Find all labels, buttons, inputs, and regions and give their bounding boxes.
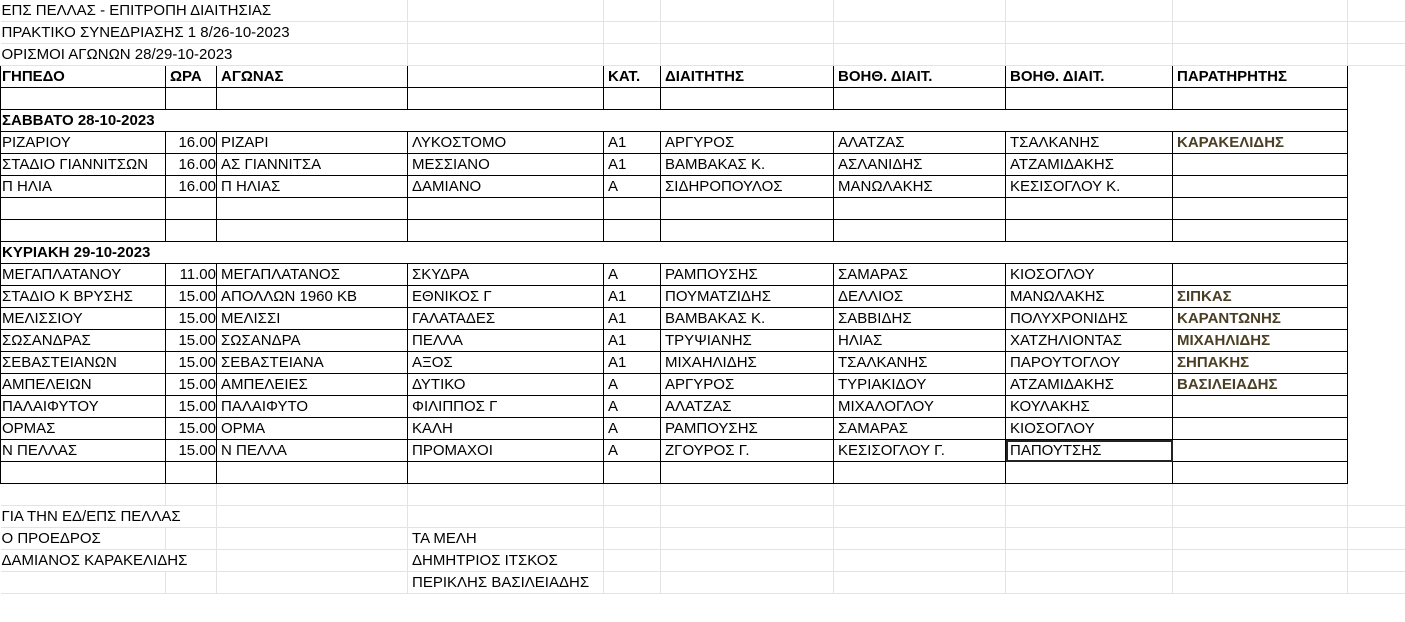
category-cell[interactable]: Α1 xyxy=(604,132,661,154)
match-row xyxy=(1,440,1405,462)
org-title[interactable]: ΕΠΣ ΠΕΛΛΑΣ - ΕΠΙΤΡΟΠΗ ΔΙΑΙΤΗΣΙΑΣ xyxy=(1,0,408,22)
home-team-cell[interactable]: ΜΕΛΙΣΣΙ xyxy=(217,308,408,330)
match-row xyxy=(1,374,1405,396)
time-cell[interactable]: 11.00 xyxy=(166,264,217,286)
away-team-cell[interactable]: ΠΡΟΜΑΧΟΙ xyxy=(408,440,604,462)
referee-cell[interactable]: ΡΑΜΠΟΥΣΗΣ xyxy=(661,418,834,440)
observer-cell[interactable] xyxy=(1173,264,1348,286)
referee-cell[interactable]: ΣΙΔΗΡΟΠΟΥΛΟΣ xyxy=(661,176,834,198)
category-cell[interactable]: Α1 xyxy=(604,308,661,330)
home-team-cell[interactable]: ΡΙΖΑΡΙ xyxy=(217,132,408,154)
assistant-2-cell[interactable]: ΑΤΖΑΜΙΔΑΚΗΣ xyxy=(1006,154,1173,176)
referee-cell[interactable]: ΒΑΜΒΑΚΑΣ Κ. xyxy=(661,308,834,330)
header-category[interactable]: ΚΑΤ. xyxy=(604,66,661,88)
category-cell[interactable]: Α1 xyxy=(604,330,661,352)
match-row xyxy=(1,418,1405,440)
match-row xyxy=(1,308,1405,330)
sunday-label[interactable]: ΚΥΡΙΑΚΗ 29-10-2023 xyxy=(1,242,1348,264)
observer-cell[interactable] xyxy=(1173,418,1348,440)
home-team-cell[interactable]: ΠΑΛΑΙΦΥΤΟ xyxy=(217,396,408,418)
time-cell[interactable]: 15.00 xyxy=(166,396,217,418)
time-cell[interactable]: 15.00 xyxy=(166,330,217,352)
assistant-1-cell[interactable]: ΑΣΛΑΝΙΔΗΣ xyxy=(834,154,1006,176)
venue-cell[interactable]: ΣΩΣΑΝΔΡΑΣ xyxy=(1,330,166,352)
assistant-2-cell[interactable]: ΚΙΟΣΟΓΛΟΥ xyxy=(1006,264,1173,286)
observer-cell[interactable] xyxy=(1173,396,1348,418)
header-match[interactable]: ΑΓΩΝΑΣ xyxy=(217,66,408,88)
saturday-label[interactable]: ΣΑΒΒΑΤΟ 28-10-2023 xyxy=(1,110,1348,132)
venue-cell[interactable]: ΟΡΜΑΣ xyxy=(1,418,166,440)
observer-cell[interactable] xyxy=(1173,176,1348,198)
category-cell[interactable]: Α1 xyxy=(604,286,661,308)
assistant-2-cell[interactable]: ΑΤΖΑΜΙΔΑΚΗΣ xyxy=(1006,374,1173,396)
away-team-cell[interactable]: ΔΑΜΙΑΝΟ xyxy=(408,176,604,198)
venue-cell[interactable]: Π ΗΛΙΑ xyxy=(1,176,166,198)
venue-cell[interactable]: ΣΤΑΔΙΟ Κ ΒΡΥΣΗΣ xyxy=(1,286,166,308)
referee-cell[interactable]: ΜΙΧΑΗΛΙΔΗΣ xyxy=(661,352,834,374)
match-row xyxy=(1,176,1405,198)
assistant-1-cell[interactable]: ΣΑΜΑΡΑΣ xyxy=(834,418,1006,440)
assistant-1-cell[interactable]: ΜΑΝΩΛΑΚΗΣ xyxy=(834,176,1006,198)
referee-cell[interactable]: ΑΡΓΥΡΟΣ xyxy=(661,132,834,154)
referee-cell[interactable]: ΑΡΓΥΡΟΣ xyxy=(661,374,834,396)
category-cell[interactable]: Α xyxy=(604,374,661,396)
time-cell[interactable]: 16.00 xyxy=(166,176,217,198)
observer-cell[interactable] xyxy=(1173,440,1348,462)
header-referee[interactable]: ΔΙΑΙΤΗΤΗΣ xyxy=(661,66,834,88)
selected-cell[interactable]: ΠΑΠΟΥΤΣΗΣ xyxy=(1006,440,1173,462)
home-team-cell[interactable]: ΣΩΣΑΝΔΡΑ xyxy=(217,330,408,352)
away-team-cell[interactable]: ΓΑΛΑΤΑΔΕΣ xyxy=(408,308,604,330)
footer-for-label[interactable]: ΓΙΑ ΤΗΝ ΕΔ/ΕΠΣ ΠΕΛΛΑΣ xyxy=(1,506,217,528)
time-cell[interactable]: 15.00 xyxy=(166,352,217,374)
referee-cell[interactable]: ΡΑΜΠΟΥΣΗΣ xyxy=(661,264,834,286)
assistant-2-cell[interactable]: ΚΕΣΙΣΟΓΛΟΥ Κ. xyxy=(1006,176,1173,198)
member-2-name[interactable]: ΠΕΡΙΚΛΗΣ ΒΑΣΙΛΕΙΑΔΗΣ xyxy=(408,572,604,594)
observer-cell[interactable]: ΚΑΡΑΚΕΛΙΔΗΣ xyxy=(1173,132,1348,154)
observer-cell[interactable]: ΣΗΠΑΚΗΣ xyxy=(1173,352,1348,374)
time-cell[interactable]: 16.00 xyxy=(166,154,217,176)
match-row xyxy=(1,264,1405,286)
assistant-1-cell[interactable]: ΔΕΛΛΙΟΣ xyxy=(834,286,1006,308)
away-team-cell[interactable]: ΚΑΛΗ xyxy=(408,418,604,440)
time-cell[interactable]: 15.00 xyxy=(166,418,217,440)
saturday-matches xyxy=(1,132,1405,198)
away-team-cell[interactable]: ΜΕΣΣΙΑΝΟ xyxy=(408,154,604,176)
assistant-2-cell[interactable]: ΤΣΑΛΚΑΝΗΣ xyxy=(1006,132,1173,154)
category-cell[interactable]: Α xyxy=(604,418,661,440)
match-row xyxy=(1,132,1405,154)
assistant-2-cell[interactable]: ΠΑΡΟΥΤΟΓΛΟΥ xyxy=(1006,352,1173,374)
header-observer[interactable]: ΠΑΡΑΤΗΡΗΤΗΣ xyxy=(1173,66,1348,88)
header-time[interactable]: ΩΡΑ xyxy=(166,66,217,88)
away-team-cell[interactable]: ΦΙΛΙΠΠΟΣ Γ xyxy=(408,396,604,418)
header-venue[interactable]: ΓΗΠΕΔΟ xyxy=(1,66,166,88)
assistant-1-cell[interactable]: ΑΛΑΤΖΑΣ xyxy=(834,132,1006,154)
assistant-1-cell[interactable]: ΤΣΑΛΚΑΝΗΣ xyxy=(834,352,1006,374)
observer-cell[interactable]: ΣΙΠΚΑΣ xyxy=(1173,286,1348,308)
match-row xyxy=(1,154,1405,176)
observer-cell[interactable]: ΚΑΡΑΝΤΩΝΗΣ xyxy=(1173,308,1348,330)
category-cell[interactable]: Α1 xyxy=(604,352,661,374)
observer-cell[interactable]: ΜΙΧΑΗΛΙΔΗΣ xyxy=(1173,330,1348,352)
saturday-row xyxy=(1,110,1405,132)
column-header-row xyxy=(1,66,1405,88)
member-1-name[interactable]: ΔΗΜΗΤΡΙΟΣ ΙΤΣΚΟΣ xyxy=(408,550,604,572)
venue-cell[interactable]: ΜΕΓΑΠΛΑΤΑΝΟΥ xyxy=(1,264,166,286)
away-team-cell[interactable]: ΔΥΤΙΚΟ xyxy=(408,374,604,396)
referee-cell[interactable]: ΤΡΥΨΙΑΝΗΣ xyxy=(661,330,834,352)
header-opponent[interactable] xyxy=(408,66,604,88)
assistant-2-cell[interactable]: ΜΑΝΩΛΑΚΗΣ xyxy=(1006,286,1173,308)
time-cell[interactable]: 15.00 xyxy=(166,308,217,330)
referee-cell[interactable]: ΑΛΑΤΖΑΣ xyxy=(661,396,834,418)
home-team-cell[interactable]: ΣΕΒΑΣΤΕΙΑΝΑ xyxy=(217,352,408,374)
time-cell[interactable]: 15.00 xyxy=(166,374,217,396)
assistant-1-cell[interactable]: ΣΑΜΑΡΑΣ xyxy=(834,264,1006,286)
category-cell[interactable]: Α xyxy=(604,264,661,286)
minutes-title[interactable]: ΠΡΑΚΤΙΚΟ ΣΥΝΕΔΡΙΑΣΗΣ 1 8/26-10-2023 xyxy=(1,22,408,44)
venue-cell[interactable]: ΣΤΑΔΙΟ ΓΙΑΝΝΙΤΣΩΝ xyxy=(1,154,166,176)
category-cell[interactable]: Α1 xyxy=(604,154,661,176)
assistant-1-cell[interactable]: ΣΑΒΒΙΔΗΣ xyxy=(834,308,1006,330)
time-cell[interactable]: 16.00 xyxy=(166,132,217,154)
assistant-2-cell[interactable]: ΚΟΥΛΑΚΗΣ xyxy=(1006,396,1173,418)
observer-cell[interactable] xyxy=(1173,154,1348,176)
venue-cell[interactable]: ΡΙΖΑΡΙΟΥ xyxy=(1,132,166,154)
sunday-matches xyxy=(1,264,1405,462)
category-cell[interactable]: Α xyxy=(604,396,661,418)
away-team-cell[interactable]: ΛΥΚΟΣΤΟΜΟ xyxy=(408,132,604,154)
venue-cell[interactable]: ΜΕΛΙΣΣΙΟΥ xyxy=(1,308,166,330)
home-team-cell[interactable]: Π ΗΛΙΑΣ xyxy=(217,176,408,198)
venue-cell[interactable]: ΣΕΒΑΣΤΕΙΑΝΩΝ xyxy=(1,352,166,374)
header-assistant-2[interactable]: ΒΟΗΘ. ΔΙΑΙΤ. xyxy=(1006,66,1173,88)
match-row xyxy=(1,396,1405,418)
home-team-cell[interactable]: ΑΣ ΓΙΑΝΝΙΤΣΑ xyxy=(217,154,408,176)
venue-cell[interactable]: ΠΑΛΑΙΦΥΤΟΥ xyxy=(1,396,166,418)
observer-cell[interactable]: ΒΑΣΙΛΕΙΑΔΗΣ xyxy=(1173,374,1348,396)
referee-cell[interactable]: ΒΑΜΒΑΚΑΣ Κ. xyxy=(661,154,834,176)
away-team-cell[interactable]: ΕΘΝΙΚΟΣ Γ xyxy=(408,286,604,308)
home-team-cell[interactable]: Ν ΠΕΛΛΑ xyxy=(217,440,408,462)
venue-cell[interactable]: ΑΜΠΕΛΕΙΩΝ xyxy=(1,374,166,396)
referee-cell[interactable]: ΠΟΥΜΑΤΖΙΔΗΣ xyxy=(661,286,834,308)
away-team-cell[interactable]: ΣΚΥΔΡΑ xyxy=(408,264,604,286)
header-assistant-1[interactable]: ΒΟΗΘ. ΔΙΑΙΤ. xyxy=(834,66,1006,88)
assistant-1-cell[interactable]: ΚΕΣΙΣΟΓΛΟΥ Γ. xyxy=(834,440,1006,462)
match-row xyxy=(1,286,1405,308)
assistant-1-cell[interactable]: ΜΙΧΑΛΟΓΛΟΥ xyxy=(834,396,1006,418)
assignments-title[interactable]: ΟΡΙΣΜΟΙ ΑΓΩΝΩΝ 28/29-10-2023 xyxy=(1,44,408,66)
home-team-cell[interactable]: ΜΕΓΑΠΛΑΤΑΝΟΣ xyxy=(217,264,408,286)
away-team-cell[interactable]: ΑΞΟΣ xyxy=(408,352,604,374)
assistant-1-cell[interactable]: ΗΛΙΑΣ xyxy=(834,330,1006,352)
home-team-cell[interactable]: ΟΡΜΑ xyxy=(217,418,408,440)
president-name[interactable]: ΔΑΜΙΑΝΟΣ ΚΑΡΑΚΕΛΙΔΗΣ xyxy=(1,550,217,572)
home-team-cell[interactable]: ΑΜΠΕΛΕΙΕΣ xyxy=(217,374,408,396)
time-cell[interactable]: 15.00 xyxy=(166,440,217,462)
president-label[interactable]: Ο ΠΡΟΕΔΡΟΣ xyxy=(1,528,166,550)
venue-cell[interactable]: Ν ΠΕΛΛΑΣ xyxy=(1,440,166,462)
time-cell[interactable]: 15.00 xyxy=(166,286,217,308)
assistant-1-cell[interactable]: ΤΥΡΙΑΚΙΔΟΥ xyxy=(834,374,1006,396)
home-team-cell[interactable]: ΑΠΟΛΛΩΝ 1960 ΚΒ xyxy=(217,286,408,308)
assistant-2-cell[interactable]: ΧΑΤΖΗΛΙΟΝΤΑΣ xyxy=(1006,330,1173,352)
members-label[interactable]: ΤΑ ΜΕΛΗ xyxy=(408,528,604,550)
assistant-2-cell[interactable]: ΠΟΛΥΧΡΟΝΙΔΗΣ xyxy=(1006,308,1173,330)
category-cell[interactable]: Α xyxy=(604,440,661,462)
sunday-row xyxy=(1,242,1405,264)
referee-cell[interactable]: ΖΓΟΥΡΟΣ Γ. xyxy=(661,440,834,462)
assistant-2-cell[interactable]: ΚΙΟΣΟΓΛΟΥ xyxy=(1006,418,1173,440)
category-cell[interactable]: Α xyxy=(604,176,661,198)
match-row xyxy=(1,330,1405,352)
match-row xyxy=(1,352,1405,374)
away-team-cell[interactable]: ΠΕΛΛΑ xyxy=(408,330,604,352)
